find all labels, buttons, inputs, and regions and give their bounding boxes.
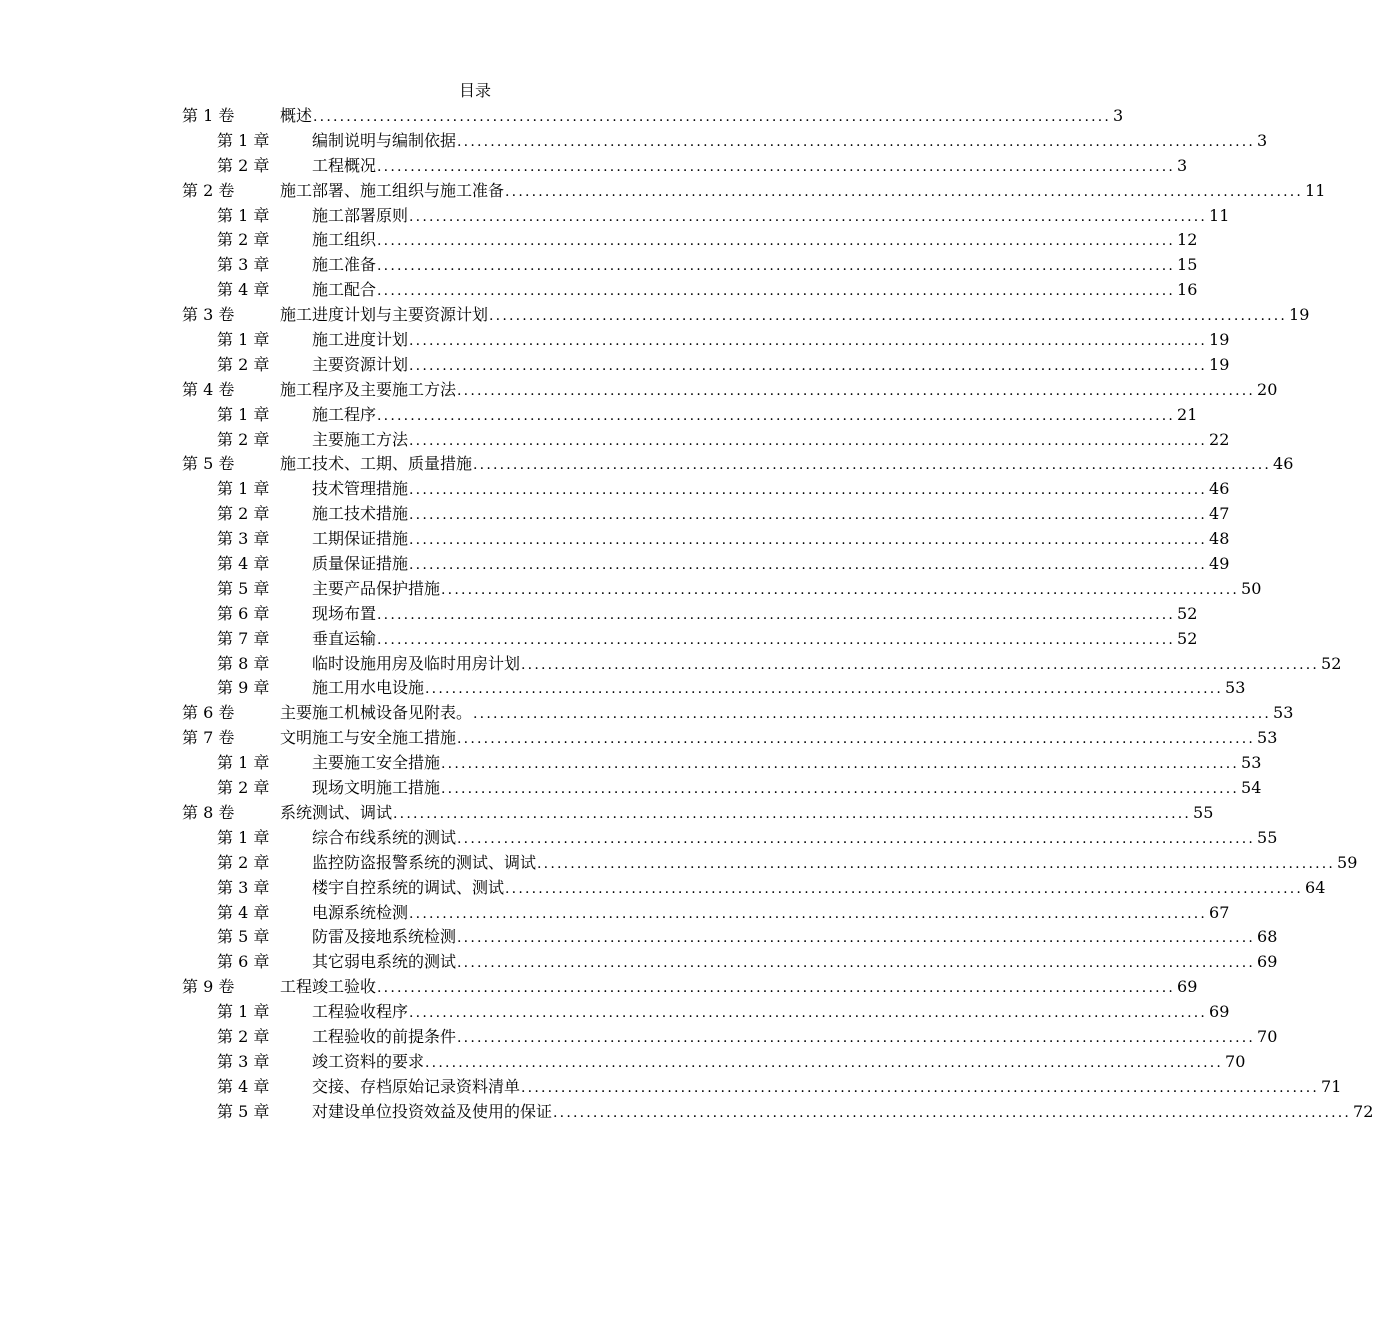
toc-dot-leader: ........................................................................................................................ [441,581,1240,598]
table-of-contents [182,104,1373,1125]
toc-entry-page: 50 [1241,578,1262,598]
toc-entry-page: 15 [1177,255,1198,275]
toc-entry-number: 第 2 章 [217,155,270,175]
toc-volume-entry[interactable] [182,452,1294,477]
toc-dot-leader: ........................................................................................................................ [377,258,1176,275]
toc-chapter-entry[interactable] [182,751,1262,776]
toc-entry-number: 第 4 章 [217,554,270,574]
toc-entry-number: 第 3 章 [217,529,270,549]
toc-entry-title: 其它弱电系统的测试 [312,952,457,972]
toc-entry-page: 55 [1257,827,1278,847]
toc-entry-page: 3 [1177,155,1188,175]
toc-entry-number: 第 8 卷 [182,802,235,822]
toc-entry-page: 54 [1241,778,1262,798]
toc-dot-leader: ........................................................................................................................ [377,158,1176,175]
toc-entry-page: 48 [1209,529,1230,549]
toc-chapter-entry[interactable] [182,228,1198,253]
toc-volume-entry[interactable] [182,303,1310,328]
toc-entry-title: 监控防盗报警系统的测试、调试 [312,852,537,872]
toc-entry-page: 71 [1321,1076,1342,1096]
toc-entry-page: 70 [1257,1026,1278,1046]
toc-dot-leader: ........................................................................................................................ [457,830,1256,847]
toc-entry-page: 53 [1257,728,1278,748]
toc-dot-leader: ........................................................................................................................ [409,557,1208,574]
toc-dot-leader: ........................................................................................................................ [409,482,1208,499]
toc-entry-number: 第 2 章 [217,354,270,374]
toc-volume-entry[interactable] [182,104,1124,129]
toc-entry-number: 第 3 章 [217,877,270,897]
toc-chapter-entry[interactable] [182,1100,1373,1125]
toc-dot-leader: ........................................................................................................................ [457,930,1256,947]
toc-entry-title: 质量保证措施 [312,554,409,574]
toc-chapter-entry[interactable] [182,851,1358,876]
toc-entry-title: 施工准备 [312,255,377,275]
toc-entry-number: 第 1 章 [217,1002,270,1022]
toc-entry-title: 施工程序 [312,404,377,424]
toc-chapter-entry[interactable] [182,627,1198,652]
toc-entry-number: 第 9 章 [217,678,270,698]
toc-entry-number: 第 6 卷 [182,703,235,723]
toc-volume-entry[interactable] [182,726,1278,751]
toc-entry-page: 59 [1337,852,1358,872]
toc-entry-number: 第 4 章 [217,1076,270,1096]
toc-dot-leader: ........................................................................................................................ [489,308,1288,325]
toc-entry-page: 22 [1209,429,1230,449]
toc-entry-number: 第 1 章 [217,479,270,499]
toc-entry-page: 68 [1257,927,1278,947]
toc-entry-page: 52 [1177,603,1198,623]
toc-dot-leader: ........................................................................................................................ [505,183,1304,200]
toc-entry-number: 第 7 卷 [182,728,235,748]
toc-entry-title: 施工配合 [312,280,377,300]
toc-entry-page: 46 [1273,454,1294,474]
toc-entry-page: 46 [1209,479,1230,499]
toc-entry-title: 楼宇自控系统的调试、测试 [312,877,505,897]
toc-chapter-entry[interactable] [182,278,1198,303]
toc-dot-leader: ........................................................................................................................ [441,781,1240,798]
toc-dot-leader: ........................................................................................................................ [377,233,1176,250]
toc-dot-leader: ........................................................................................................................ [409,208,1208,225]
toc-entry-number: 第 2 章 [217,230,270,250]
toc-entry-page: 53 [1273,703,1294,723]
toc-dot-leader: ........................................................................................................................ [457,133,1256,150]
toc-dot-leader: ........................................................................................................................ [393,805,1192,822]
toc-entry-title: 主要施工方法 [312,429,409,449]
toc-dot-leader: ........................................................................................................................ [457,955,1256,972]
toc-chapter-entry[interactable] [182,1000,1230,1025]
toc-entry-number: 第 1 章 [217,205,270,225]
toc-dot-leader: ........................................................................................................................ [377,606,1176,623]
toc-entry-title: 编制说明与编制依据 [312,130,457,150]
toc-entry-number: 第 3 章 [217,1051,270,1071]
toc-entry-page: 19 [1289,305,1310,325]
toc-chapter-entry[interactable] [182,1025,1278,1050]
toc-dot-leader: ........................................................................................................................ [409,507,1208,524]
toc-dot-leader: ........................................................................................................................ [409,333,1208,350]
toc-entry-number: 第 8 章 [217,653,270,673]
toc-entry-number: 第 2 章 [217,778,270,798]
toc-chapter-entry[interactable] [182,950,1278,975]
toc-entry-page: 11 [1209,205,1230,225]
toc-entry-number: 第 2 卷 [182,180,235,200]
toc-dot-leader: ........................................................................................................................ [505,880,1304,897]
toc-entry-title: 现场布置 [312,603,377,623]
toc-entry-title: 技术管理措施 [312,479,409,499]
toc-chapter-entry[interactable] [182,876,1326,901]
toc-entry-title: 系统测试、调试 [280,802,393,822]
toc-entry-page: 70 [1225,1051,1246,1071]
toc-entry-page: 47 [1209,504,1230,524]
toc-chapter-entry[interactable] [182,776,1262,801]
toc-entry-number: 第 5 卷 [182,454,235,474]
toc-entry-title: 工程竣工验收 [280,977,377,997]
toc-chapter-entry[interactable] [182,502,1230,527]
toc-entry-page: 12 [1177,230,1198,250]
toc-entry-number: 第 5 章 [217,1101,270,1121]
toc-dot-leader: ........................................................................................................................ [473,457,1272,474]
toc-dot-leader: ........................................................................................................................ [409,432,1208,449]
toc-entry-number: 第 1 章 [217,753,270,773]
toc-entry-title: 施工技术措施 [312,504,409,524]
toc-dot-leader: ........................................................................................................................ [537,855,1336,872]
toc-chapter-entry[interactable] [182,901,1230,926]
toc-entry-title: 主要产品保护措施 [312,578,441,598]
toc-entry-page: 49 [1209,554,1230,574]
toc-dot-leader: ........................................................................................................................ [377,980,1176,997]
toc-chapter-entry[interactable] [182,154,1188,179]
toc-volume-entry[interactable] [182,378,1278,403]
toc-chapter-entry[interactable] [182,527,1230,552]
toc-entry-title: 施工进度计划 [312,330,409,350]
toc-entry-number: 第 6 章 [217,952,270,972]
toc-entry-title: 现场文明施工措施 [312,778,441,798]
toc-chapter-entry[interactable] [182,328,1230,353]
toc-entry-page: 72 [1353,1101,1373,1121]
toc-entry-number: 第 7 章 [217,628,270,648]
toc-entry-page: 21 [1177,404,1198,424]
toc-entry-page: 3 [1257,130,1268,150]
toc-entry-page: 53 [1225,678,1246,698]
toc-entry-title: 文明施工与安全施工措施 [280,728,457,748]
toc-entry-title: 交接、存档原始记录资料清单 [312,1076,521,1096]
toc-chapter-entry[interactable] [182,403,1198,428]
toc-entry-number: 第 5 章 [217,927,270,947]
toc-dot-leader: ........................................................................................................................ [441,756,1240,773]
toc-entry-title: 主要施工机械设备见附表。 [280,703,473,723]
toc-chapter-entry[interactable] [182,253,1198,278]
toc-chapter-entry[interactable] [182,1050,1246,1075]
toc-chapter-entry[interactable] [182,1075,1342,1100]
toc-entry-number: 第 2 章 [217,1026,270,1046]
toc-entry-number: 第 4 章 [217,902,270,922]
toc-entry-page: 69 [1177,977,1198,997]
toc-entry-number: 第 1 章 [217,404,270,424]
toc-chapter-entry[interactable] [182,204,1230,229]
toc-entry-page: 11 [1305,180,1326,200]
toc-dot-leader: ........................................................................................................................ [425,1054,1224,1071]
toc-dot-leader: ........................................................................................................................ [521,656,1320,673]
toc-chapter-entry[interactable] [182,652,1342,677]
toc-dot-leader: ........................................................................................................................ [377,407,1176,424]
toc-dot-leader: ........................................................................................................................ [409,905,1208,922]
toc-entry-title: 主要施工安全措施 [312,753,441,773]
toc-dot-leader: ........................................................................................................................ [409,357,1208,374]
toc-entry-page: 20 [1257,379,1278,399]
toc-dot-leader: ........................................................................................................................ [457,382,1256,399]
toc-entry-title: 工期保证措施 [312,529,409,549]
toc-entry-title: 施工技术、工期、质量措施 [280,454,473,474]
toc-chapter-entry[interactable] [182,428,1230,453]
toc-chapter-entry[interactable] [182,552,1230,577]
toc-entry-page: 53 [1241,753,1262,773]
toc-entry-number: 第 2 章 [217,429,270,449]
toc-dot-leader: ........................................................................................................................ [409,1005,1208,1022]
toc-entry-title: 临时设施用房及临时用房计划 [312,653,521,673]
toc-entry-number: 第 1 卷 [182,106,235,125]
toc-chapter-entry[interactable] [182,602,1198,627]
toc-entry-title: 施工程序及主要施工方法 [280,379,457,399]
toc-dot-leader: ........................................................................................................................ [409,532,1208,549]
toc-entry-number: 第 5 章 [217,578,270,598]
toc-entry-number: 第 1 章 [217,330,270,350]
toc-entry-number: 第 4 章 [217,280,270,300]
toc-entry-title: 工程验收的前提条件 [312,1026,457,1046]
toc-entry-title: 概述 [280,106,313,125]
toc-entry-page: 19 [1209,330,1230,350]
toc-entry-page: 16 [1177,280,1198,300]
toc-entry-number: 第 1 章 [217,130,270,150]
toc-dot-leader: ........................................................................................................................ [473,706,1272,723]
toc-chapter-entry[interactable] [182,676,1246,701]
toc-entry-title: 竣工资料的要求 [312,1051,425,1071]
toc-entry-page: 3 [1113,106,1124,125]
toc-dot-leader: ........................................................................................................................ [377,283,1176,300]
toc-volume-entry[interactable] [182,975,1198,1000]
toc-chapter-entry[interactable] [182,129,1268,154]
toc-entry-page: 67 [1209,902,1230,922]
toc-entry-title: 工程验收程序 [312,1002,409,1022]
toc-entry-title: 垂直运输 [312,628,377,648]
toc-chapter-entry[interactable] [182,925,1278,950]
toc-entry-title: 施工用水电设施 [312,678,425,698]
toc-dot-leader: ........................................................................................................................ [553,1104,1352,1121]
toc-chapter-entry[interactable] [182,477,1230,502]
toc-entry-number: 第 9 卷 [182,977,235,997]
toc-entry-title: 对建设单位投资效益及使用的保证 [312,1101,553,1121]
toc-dot-leader: ........................................................................................................................ [377,631,1176,648]
toc-volume-entry[interactable] [182,801,1214,826]
toc-chapter-entry[interactable] [182,353,1230,378]
toc-dot-leader: ........................................................................................................................ [313,109,1112,125]
toc-entry-title: 综合布线系统的测试 [312,827,457,847]
toc-entry-page: 52 [1177,628,1198,648]
toc-entry-title: 施工部署原则 [312,205,409,225]
toc-volume-entry[interactable] [182,701,1294,726]
toc-entry-number: 第 2 章 [217,852,270,872]
toc-dot-leader: ........................................................................................................................ [457,731,1256,748]
toc-entry-title: 施工组织 [312,230,377,250]
toc-entry-number: 第 4 卷 [182,379,235,399]
toc-entry-title: 施工部署、施工组织与施工准备 [280,180,505,200]
toc-entry-title: 工程概况 [312,155,377,175]
page-title: 目录 [458,81,491,100]
toc-dot-leader: ........................................................................................................................ [521,1079,1320,1096]
toc-entry-title: 防雷及接地系统检测 [312,927,457,947]
toc-dot-leader: ........................................................................................................................ [425,681,1224,698]
toc-entry-page: 52 [1321,653,1342,673]
toc-entry-title: 主要资源计划 [312,354,409,374]
toc-entry-page: 64 [1305,877,1326,897]
toc-chapter-entry[interactable] [182,577,1262,602]
toc-entry-page: 19 [1209,354,1230,374]
toc-entry-title: 电源系统检测 [312,902,409,922]
toc-entry-page: 55 [1193,802,1214,822]
toc-entry-page: 69 [1209,1002,1230,1022]
toc-entry-number: 第 3 章 [217,255,270,275]
toc-entry-title: 施工进度计划与主要资源计划 [280,305,489,325]
toc-entry-number: 第 3 卷 [182,305,235,325]
toc-entry-number: 第 2 章 [217,504,270,524]
toc-entry-page: 69 [1257,952,1278,972]
toc-chapter-entry[interactable] [182,826,1278,851]
toc-dot-leader: ........................................................................................................................ [457,1029,1256,1046]
toc-volume-entry[interactable] [182,179,1326,204]
toc-entry-number: 第 1 章 [217,827,270,847]
toc-entry-number: 第 6 章 [217,603,270,623]
